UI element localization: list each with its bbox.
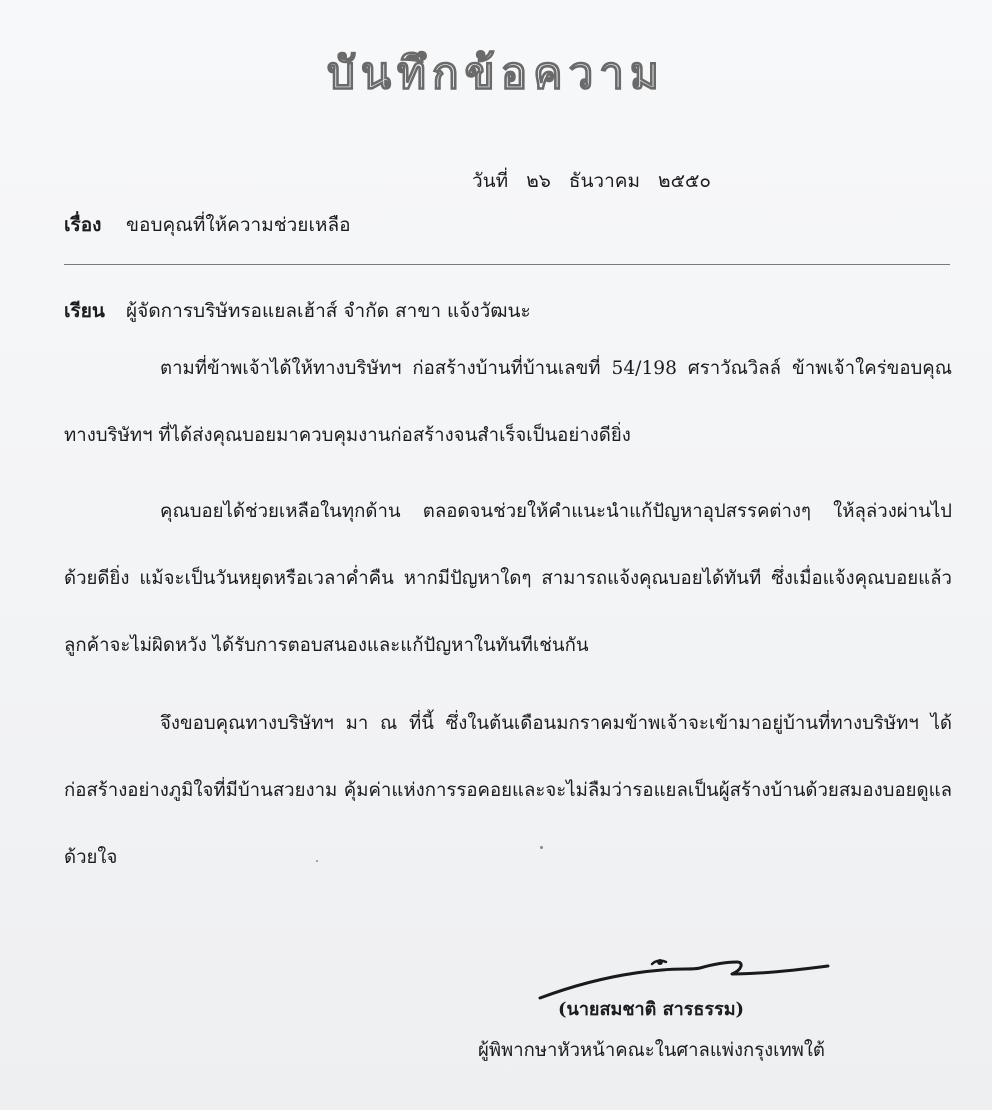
signer-position: ผู้พิพากษาหัวหน้าคณะในศาลแพ่งกรุงเทพใต้ — [478, 1040, 825, 1061]
memo-date: วันที่ ๒๖ ธันวาคม ๒๕๕๐ — [472, 170, 711, 192]
divider-line — [64, 264, 950, 265]
memo-title: บันทึกข้อความ — [326, 48, 665, 99]
body-paragraph-3: จึงขอบคุณทางบริษัทฯ มา ณ ที่นี้ ซึ่งในต้นเดือนมกราคมข้าพเจ้าจะเข้ามาอยู่บ้านที่ทางบริษัทฯ ได้ก่อสร้างอย่างภูมิใจที่มีบ้านสวยงาม คุ้มค่าแห่งการรอคอยและจะไม่ลืมว่ารอแยลเป็นผู้สร้างบ้านด้วยสมองบอยดูแลด้วยใจ — [64, 713, 952, 868]
paper-speck — [316, 860, 318, 862]
recipient-row — [64, 296, 531, 326]
subject-text: ขอบคุณที่ให้ความช่วยเหลือ — [126, 214, 351, 236]
subject-label: เรื่อง — [64, 214, 102, 236]
paper-speck — [540, 846, 543, 849]
recipient-text: ผู้จัดการบริษัทรอแยลเฮ้าส์ จำกัด สาขา แจ้งวัฒนะ — [126, 300, 531, 322]
subject-row — [64, 210, 351, 240]
body-paragraph-2: คุณบอยได้ช่วยเหลือในทุกด้าน ตลอดจนช่วยให้คำแนะนำแก้ปัญหาอุปสรรคต่างๆ ให้ลุล่วงผ่านไปด้วยดียิ่ง แม้จะเป็นวันหยุดหรือเวลาค่ำคืน หากมีปัญหาใดๆ สามารถแจ้งคุณบอยได้ทันที ซึ่งเมื่อแจ้งคุณบอยแล้ว ลูกค้าจะไม่ผิดหวัง ได้รับการตอบสนองและแก้ปัญหาในทันทีเช่นกัน — [64, 501, 952, 656]
body-paragraph-1: ตามที่ข้าพเจ้าได้ให้ทางบริษัทฯ ก่อสร้างบ้านที่บ้านเลขที่ 54/198 ศราวัณวิลล์ ข้าพเจ้าใคร่ขอบคุณทางบริษัทฯ ที่ได้ส่งคุณบอยมาควบคุมงานก่อสร้างจนสำเร็จเป็นอย่างดียิ่ง — [64, 358, 952, 446]
signer-name: (นายสมชาติ สารธรรม) — [558, 999, 745, 1020]
recipient-label: เรียน — [64, 300, 105, 322]
